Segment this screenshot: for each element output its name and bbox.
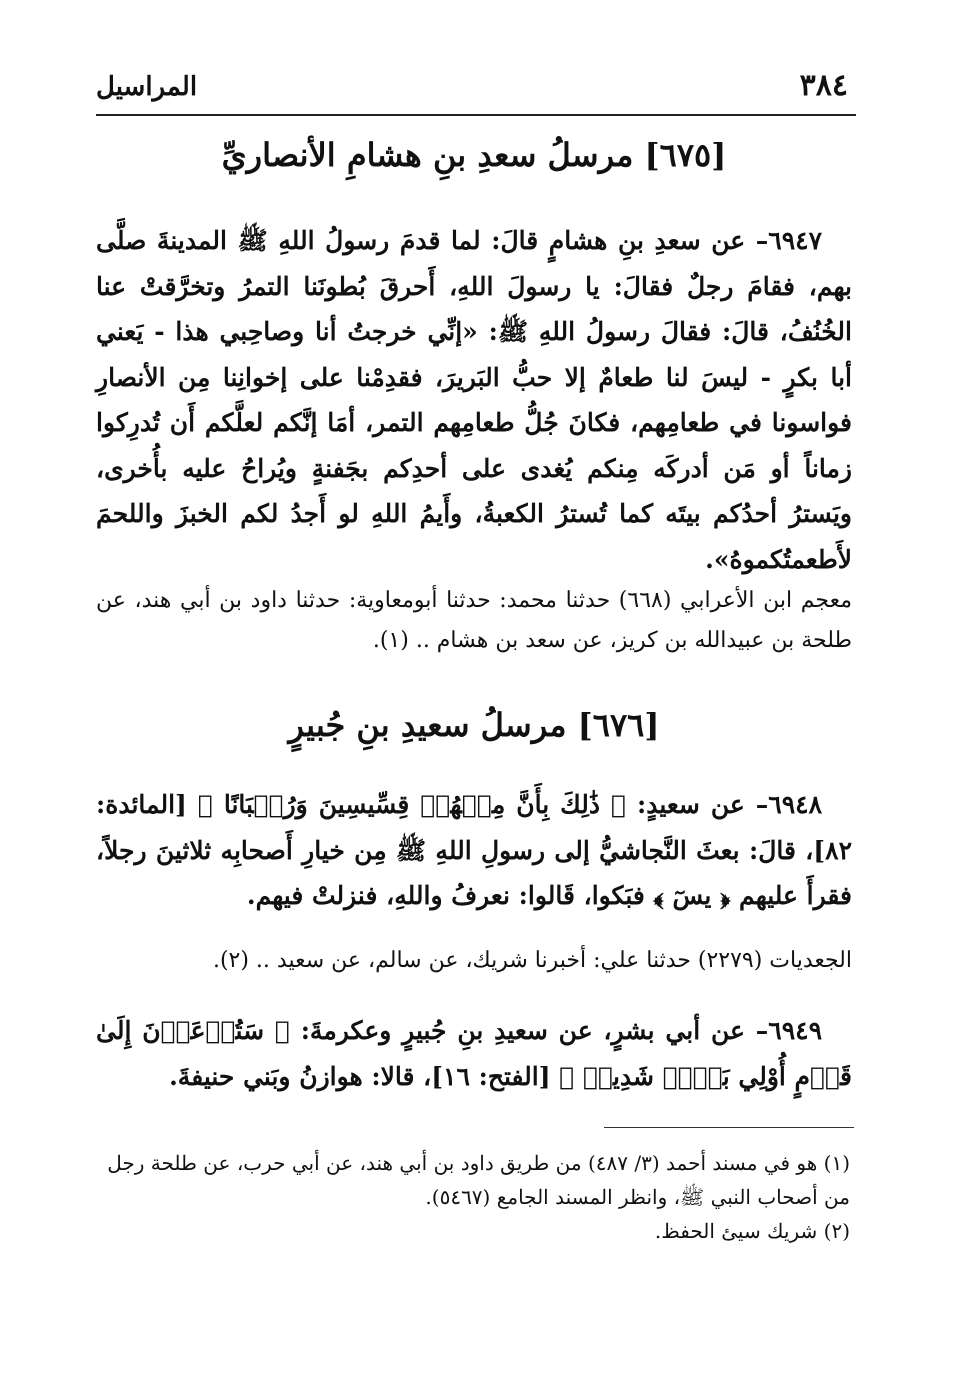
hadith-6948: ٦٩٤٨– عن سعيدٍ: ﴿ ذَٰلِكَ بِأَنَّ مِنۡهُمۡ قِسِّيسِينَ وَرُهۡبَانًا ﴾ [المائدة: ٨٢]، قالَ: بعثَ النَّجاشيُّ إلى رسولِ اللهِ ﷺ مِن خيارِ أَصحابِه ثلاثينَ رجلاً، فقرأَ عليهم ﴿ يسٓ ﴾ فبَكوا، قَالوا: نعرفُ واللهِ، فنزلتْ فيهم. <box>96 790 852 910</box>
page-header <box>96 66 848 106</box>
footnote-2 <box>100 1214 850 1248</box>
page-number: ٣٨٤ <box>799 68 848 103</box>
section-heading-676: [٦٧٦] مرسلُ سعيدِ بنِ جُبيرٍ <box>288 706 660 744</box>
header-divider <box>96 114 856 116</box>
section-heading-675: [٦٧٥] مرسلُ سعدِ بنِ هشامِ الأنصاريِّ <box>221 136 727 174</box>
hadith-6947: ٦٩٤٧– عن سعدِ بنِ هشامٍ قالَ: لما قدمَ رسولُ اللهِ ﷺ المدينةَ صلَّى بهم، فقامَ رجلٌ فقالَ: يا رسولَ اللهِ، أَحرقَ بُطونَنا التمرُ وتخرَّقتْ عنا الخُنُفُ، قالَ: فقالَ رسولُ اللهِ ﷺ: «إنِّي خرجتُ أنا وصاحِبي هذا - يَعني أبا بكرٍ - ليسَ لنا طعامٌ إلا حبُّ البَريرَ، فقدِمْنا على إخوانِنا مِن الأنصارِ فواسونا في طعامِهم، فكانَ جُلُّ طعامِهم التمر، أمَا إنَّكم لعلَّكم أَن تُدرِكوا زماناً أو مَن أدركَه مِنكم يُغدى على أحدِكم بجَفنةٍ ويُراحُ عليه بأُخرى، ويَسترُ أحدُكم بيتَه كما تُسترُ الكعبةُ، وأَيمُ اللهِ لو أَجدُ لكم الخبزَ واللحمَ لأَطعمتُكموهُ». <box>96 226 853 574</box>
footnote-1-text: (١) هو في مسند أحمد (٣/ ٤٨٧) من طريق داود بن أبي هند، عن أبي حرب، عن طلحة رجل من أصحاب النبي ﷺ، وانظر المسند الجامع (٥٤٦٧). <box>107 1151 850 1209</box>
hadith-6949: ٦٩٤٩– عن أبي بشرٍ، عن سعيدِ بنِ جُبيرٍ وعكرمةَ: ﴿ سَتُدۡعَوۡنَ إِلَىٰ قَوۡمٍ أُوْلِي بَأۡسٖ شَدِيدٖ ﴾ [الفتح: ١٦]، قالا: هوازنُ وبَني حنيفةَ. <box>96 1016 852 1091</box>
footnote-1 <box>100 1146 850 1214</box>
footnote-divider <box>604 1127 854 1128</box>
source-6948: الجعديات (٢٢٧٩) حدثنا علي: أخبرنا شريك، عن سالم، عن سعيد .. (٢). <box>212 948 852 973</box>
footnotes <box>100 1146 850 1248</box>
running-title: المراسيل <box>96 72 198 102</box>
footnote-2-text: (٢) شريك سيئ الحفظ. <box>654 1219 850 1243</box>
source-6947: معجم ابن الأعرابي (٦٦٨) حدثنا محمد: حدثنا أبومعاوية: حدثنا داود بن أبي هند، عن طلحة بن عبيدالله بن كريز، عن سعد بن هشام .. (١). <box>96 588 852 653</box>
